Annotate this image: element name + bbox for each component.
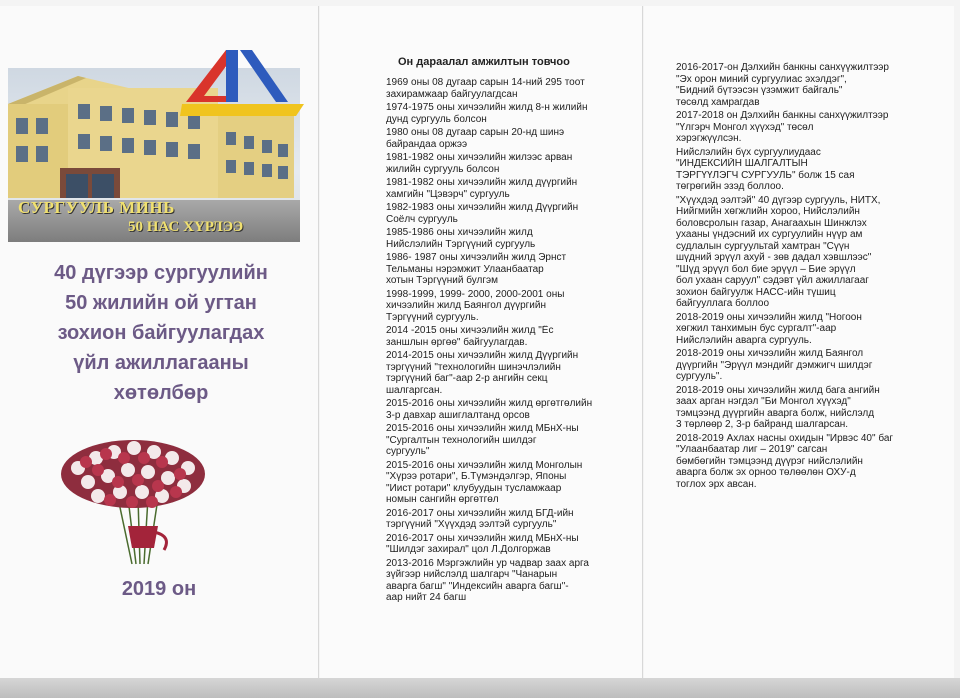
- list-item-line: Тэргүүний сургууль.: [386, 311, 479, 323]
- list-item-line: Нийслэлийн бүх сургуулиудаас: [676, 146, 821, 158]
- list-item-line: аварга болж эх орноо төлөөлөн ОХУ-д: [676, 467, 856, 478]
- list-item-line: тэмцээнд дүүргийн аварга болж, нийслэлд: [676, 407, 875, 419]
- list-item-line: 2016-2017 оны хичээлийн жилд БГД-ийн: [386, 507, 574, 519]
- list-item-line: "Шүд эрүүл бол бие эрүүл – Бие эрүүл: [676, 263, 856, 275]
- list-item-line: 1981-1982 оны хичээлийн жилд дүүргийн: [386, 177, 578, 188]
- list-item-line: 1998-1999, 1999- 2000, 2000-2001 оны: [386, 288, 565, 300]
- list-item-line: "Шилдэг захирал" цол Л.Долгоржав: [386, 544, 551, 555]
- list-item: [386, 127, 608, 150]
- list-item-line: "Сургалтын технологийн шилдэг: [386, 434, 537, 446]
- list-item: [386, 423, 608, 458]
- list-item: [386, 252, 608, 287]
- list-item: [386, 152, 608, 175]
- list-item-line: байгууллага боллоо: [676, 298, 770, 309]
- list-item-line: төсөлд хамрагдав: [676, 96, 760, 108]
- list-item-line: хамгийн "Цэвэрч" сургууль: [386, 188, 510, 200]
- list-item-line: "Хүүхдэд ээлтэй" 40 дүгээр сургууль, НИТХ,: [676, 194, 881, 206]
- list-item-line: тэргүүний "Хүүхдэд ээлтэй сургууль": [386, 519, 557, 530]
- list-item: [386, 289, 608, 324]
- list-item-line: аар нийт 24 багш: [386, 592, 467, 603]
- list-item: [386, 325, 608, 348]
- list-item-line: ТЭРГҮҮЛЭГЧ СУРГУУЛЬ" болж 15 сая: [676, 169, 855, 181]
- list-item-line: тоглох эрх авсан.: [676, 478, 757, 490]
- list-item-line: захирамжаар байгуулагдсан: [386, 88, 518, 100]
- list-item-line: Нийгмийн хөгжлийн хороо, Нийслэлийн: [676, 206, 860, 217]
- brochure-title: [8, 258, 314, 408]
- list-item-line: 3 төрлөөр 2, 3-р байранд шалгарсан.: [676, 419, 849, 430]
- list-item-line: "Улаанбаатар лиг – 2019" сагсан: [676, 444, 828, 455]
- list-item-line: шалгаргсан.: [386, 384, 443, 396]
- list-item: [386, 460, 608, 506]
- list-item-line: боловсролын газар, Анагаахын Шинжлэх: [676, 217, 867, 229]
- list-item-line: бөмбөгийн тэмцээнд дүүрэг нийслэлийн: [676, 455, 863, 467]
- list-item-line: 3-р давхар ашиглалтанд орсов: [386, 409, 530, 421]
- list-item: [386, 508, 608, 531]
- list-item-line: 2015-2016 оны хичээлийн жилд МБнХ-ны: [386, 423, 579, 434]
- photo-caption-line-1: СУРГУУЛЬ МИНЬ: [18, 198, 175, 217]
- list-item-line: заах арган нэгдэл "Би Монгол хүүхэд": [676, 396, 851, 407]
- title-line: 40 дүгээр сургуулийн: [54, 262, 268, 284]
- list-item-line: хэрэгжүүлсэн.: [676, 133, 742, 144]
- list-item-line: аварга багш" "Индексийн аварга багш"-: [386, 580, 569, 592]
- brochure-year: 2019 он: [121, 578, 197, 600]
- list-item: [386, 177, 608, 200]
- scan-edge: [0, 678, 960, 698]
- list-item-line: 2014 -2015 оны хичээлийн жилд "Ёс: [386, 325, 554, 336]
- list-item-line: зохион байгуулж НАСС-ийн түшиц: [676, 286, 836, 298]
- list-item-line: жилийн сургууль болсон: [386, 163, 500, 175]
- list-item-line: дунд сургууль болсон: [386, 113, 487, 125]
- list-item-line: судлалын сургуультай хамтран "Сүүн: [676, 240, 850, 252]
- list-item-line: 1981-1982 оны хичээлийн жилээс арван: [386, 152, 573, 163]
- list-item: [386, 558, 608, 604]
- list-item-line: хотын Тэргүүний булгэм: [386, 275, 498, 286]
- list-item-line: 2016-2017 оны хичээлийн жилд МБнХ-ны: [386, 532, 579, 544]
- list-item-line: 2017-2018 он Дэлхийн банкны санхүүжилтээр: [676, 110, 889, 121]
- list-item-line: "Эх орон миний сургуулиас эхэлдэг",: [676, 73, 847, 85]
- list-item-line: төгрөгийн эзэд боллоо.: [676, 181, 784, 192]
- list-item-line: 2016-2017-он Дэлхийн банкны санхүүжилтээр: [676, 62, 889, 73]
- chronology-list: [386, 77, 608, 606]
- list-item-line: 2014-2015 оны хичээлийн жилд Дүүргийн: [386, 350, 579, 361]
- list-item: [386, 102, 608, 125]
- school-40-logo: [178, 46, 308, 118]
- list-item-line: бол ухаан саруул" сэдэвт үйл ажиллагааг: [676, 275, 869, 286]
- list-item-line: "ИНДЕКСИЙН ШАЛГАЛТЫН: [676, 158, 808, 169]
- list-item-line: хичээлийн жилд Баянгол дүүргийн: [386, 300, 546, 311]
- list-item: [386, 77, 608, 100]
- list-item-line: Тельманы нэрэмжит Улаанбаатар: [386, 263, 544, 275]
- list-item: [676, 195, 902, 310]
- list-item: [676, 348, 902, 383]
- list-item-line: сургууль": [386, 446, 430, 457]
- list-item: [676, 110, 902, 145]
- list-item: [676, 312, 902, 347]
- list-item-line: тэргүүний "технологийн шинэчлэлийн: [386, 361, 561, 373]
- list-item: [676, 147, 902, 193]
- list-item-line: Нийслэлийн аварга сургууль.: [676, 334, 812, 346]
- list-item-line: 2018-2019 оны хичээлийн жилд Баянгол: [676, 348, 864, 359]
- list-item-line: "Иист ротари" клубуудын тусламжаар: [386, 482, 562, 494]
- list-item-line: 1985-1986 оны хичээлийн жилд: [386, 227, 533, 238]
- list-item-line: 2018-2019 Ахлах насны охидын "Ирвэс 40" баг: [676, 432, 894, 444]
- list-item-line: сургууль".: [676, 371, 723, 382]
- list-item: [386, 533, 608, 556]
- list-item-line: Нийслэлийн Тэргүүний сургууль: [386, 238, 536, 250]
- list-item-line: 1974-1975 оны хичээлийн жилд 8-н жилийн: [386, 102, 588, 113]
- list-item-line: "Хүрээ ротари", Б.Түмэндэлгэр, Японы: [386, 471, 567, 482]
- chronology-heading: Он дараалал амжилтын товчоо: [398, 56, 570, 68]
- list-item-line: 2015-2016 оны хичээлийн жилд Монголын: [386, 459, 583, 471]
- list-item-line: 1980 оны 08 дугаар сарын 20-нд шинэ: [386, 127, 565, 138]
- title-line: 50 жилийн ой угтан: [65, 292, 257, 314]
- list-item-line: тэргүүний баг"-аар 2-р ангийн секц: [386, 373, 548, 384]
- list-item: [386, 227, 608, 250]
- list-item-line: 1986- 1987 оны хичээлийн жилд Эрнст: [386, 252, 567, 263]
- list-item: [676, 433, 902, 491]
- list-item-line: 2018-2019 оны хичээлийн жилд бага ангийн: [676, 384, 880, 396]
- achievements-list: [676, 62, 902, 492]
- photo-caption-line-2: 50 НАС ХҮРЛЭЭ: [128, 219, 244, 235]
- list-item-line: 2015-2016 оны хичээлийн жилд өргөтгөлийн: [386, 398, 593, 409]
- title-line: хөтөлбөр: [113, 382, 209, 404]
- list-item: [676, 385, 902, 431]
- list-item-line: заншлын өргөө" байгуулагдав.: [386, 336, 528, 348]
- list-item-line: ухааны үндэсний их сургуулийн нүүр ам: [676, 229, 863, 240]
- list-item-line: байрандаа оржээ: [386, 138, 468, 150]
- list-item-line: 2018-2019 оны хичээлийн жилд "Ногоон: [676, 311, 862, 323]
- list-item-line: "Бидний бүтээсэн үзэмжит байгаль": [676, 85, 843, 96]
- title-line: үйл ажиллагааны: [73, 352, 249, 374]
- list-item: [676, 62, 902, 108]
- list-item-line: зүйгээр нийслэлд шалгарч "Чанарын: [386, 569, 558, 580]
- list-item-line: 2013-2016 Мэргэжлийн ур чадвар заах арга: [386, 557, 589, 569]
- list-item-line: "Үлгэрч Монгол хүүхэд" төсөл: [676, 121, 814, 133]
- list-item-line: шүдний эрүүл ахуй - зөв дадал хэвшлээс": [676, 252, 872, 263]
- list-item-line: 1982-1983 оны хичээлийн жилд Дүүргийн: [386, 202, 579, 213]
- list-item-line: Соёлч сургууль: [386, 213, 458, 225]
- list-item: [386, 202, 608, 225]
- list-item: [386, 398, 608, 421]
- list-item-line: дүүргийн "Эрүүл мэндийг дэмжигч шилдэг: [676, 359, 873, 371]
- list-item-line: 1969 оны 08 дугаар сарын 14-ний 295 тоот: [386, 77, 585, 88]
- list-item-line: хөгжил танхимын бус сургалт"-аар: [676, 323, 837, 334]
- title-line: зохион байгуулагдах: [57, 322, 265, 344]
- list-item: [386, 350, 608, 396]
- rose-bouquet-image: [58, 428, 208, 568]
- list-item-line: номын сангийн өргөтгөл: [386, 494, 499, 505]
